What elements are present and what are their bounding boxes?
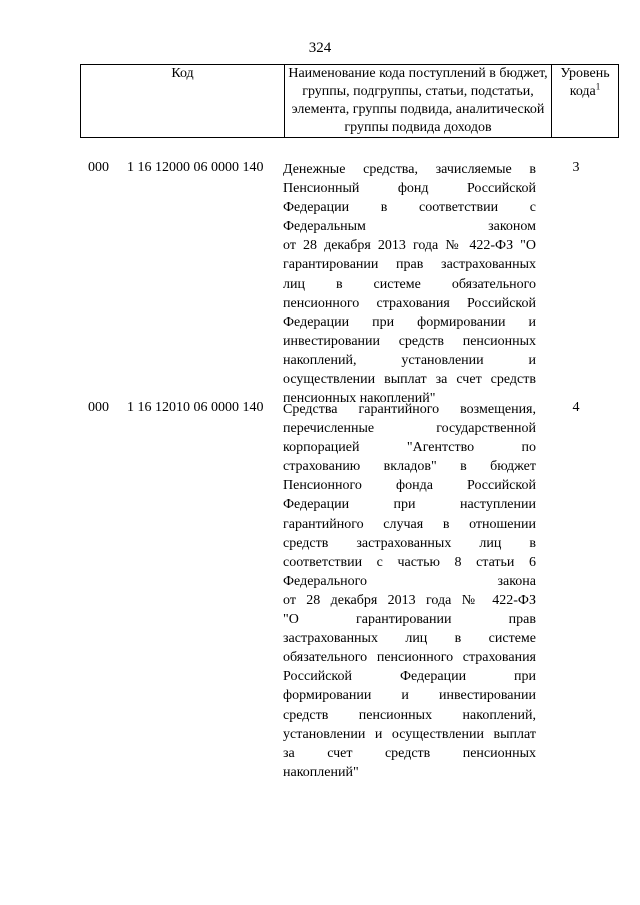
- description-line: Пенсионного фонда Российской: [283, 478, 536, 494]
- description-line: лиц в системе обязательного: [283, 276, 536, 292]
- admin-code: 000: [88, 160, 109, 175]
- description-line: Федерации в соответствии с: [283, 200, 536, 216]
- description-line: гарантировании прав застрахованных: [283, 257, 536, 273]
- revenue-code: 1 16 12000 06 0000 140: [127, 160, 264, 175]
- description-line: корпорацией "Агентство по: [283, 440, 536, 456]
- description-line: соответствии с частью 8 статьи 6: [283, 554, 536, 570]
- description-line: средств застрахованных лиц в: [283, 535, 536, 551]
- header-name: Наименование кода поступлений в бюджет, группы, подгруппы, статьи, подстатьи, элемента, группы подвида, аналитической группы подвида доходов: [285, 65, 552, 138]
- page-number: 324: [308, 40, 332, 56]
- footnote-marker: 1: [595, 81, 601, 92]
- description-line: формировании и инвестировании: [283, 688, 536, 704]
- code-level: 4: [572, 400, 580, 415]
- description-line: от 28 декабря 2013 года № 422-ФЗ "О: [283, 238, 536, 254]
- description-line: "О гарантировании прав: [283, 612, 536, 628]
- table-header: [80, 64, 619, 138]
- description-line: накоплений, установлении и: [283, 352, 536, 368]
- description-line: Российской Федерации при: [283, 669, 536, 685]
- description-line: обязательного пенсионного страхования: [283, 650, 536, 666]
- description-line: страхованию вкладов" в бюджет: [283, 459, 536, 475]
- description-line: перечисленные государственной: [283, 421, 536, 437]
- description-line: инвестировании средств пенсионных: [283, 333, 536, 349]
- description-line: застрахованных лиц в системе: [283, 631, 536, 647]
- description-line: за счет средств пенсионных: [283, 745, 536, 761]
- code-level: 3: [572, 160, 580, 175]
- description-line: гарантийного случая в отношении: [283, 516, 536, 532]
- description-line: от 28 декабря 2013 года № 422-ФЗ: [283, 592, 536, 608]
- header-level-label: Уровень кода: [560, 66, 610, 99]
- description-line: накоплений": [283, 764, 359, 780]
- description-line: пенсионных накоплений": [283, 391, 436, 407]
- description-line: Федерации при наступлении: [283, 497, 536, 513]
- description-line: пенсионного страхования Российской: [283, 295, 536, 311]
- revenue-description: [283, 160, 536, 408]
- description-line: Федерального закона: [283, 573, 536, 589]
- description-line: установлении и осуществлении выплат: [283, 726, 536, 742]
- description-line: Денежные средства, зачисляемые в: [283, 162, 536, 177]
- header-level: [552, 65, 619, 138]
- header-code: Код: [81, 65, 285, 138]
- admin-code: 000: [88, 400, 109, 415]
- description-line: средств пенсионных накоплений,: [283, 707, 536, 723]
- description-line: Федерации при формировании и: [283, 314, 536, 330]
- description-line: Средства гарантийного возмещения,: [283, 402, 536, 417]
- description-line: Федеральным законом: [283, 219, 536, 235]
- revenue-code: 1 16 12010 06 0000 140: [127, 400, 264, 415]
- description-line: Пенсионный фонд Российской: [283, 181, 536, 197]
- description-line: осуществлении выплат за счет средств: [283, 372, 536, 388]
- revenue-description: [283, 400, 536, 782]
